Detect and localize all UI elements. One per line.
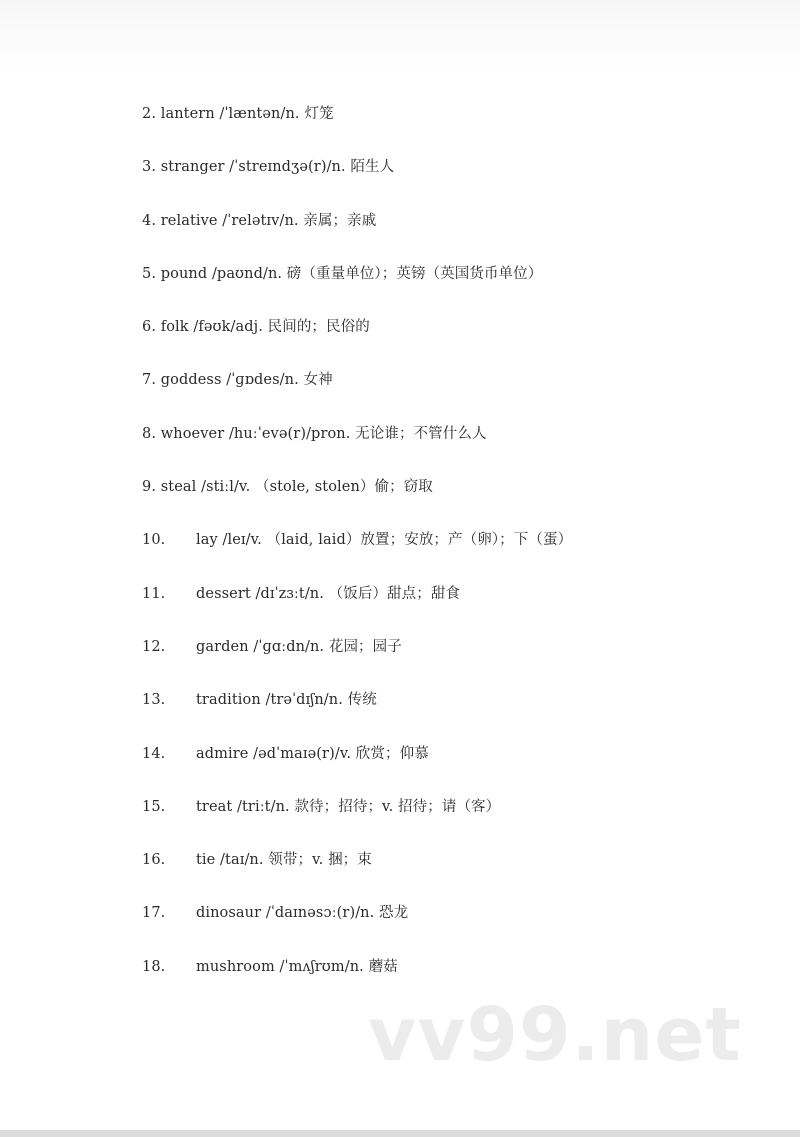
item-number: 11.: [142, 585, 166, 602]
vocab-item-7: [142, 368, 762, 421]
item-number: 5.: [142, 265, 157, 282]
vocab-entry: stranger /ˈstreɪndʒə(r)/n. 陌生人: [160, 159, 395, 176]
vocab-entry: steal /stiːl/v. （stole, stolen）偷；窃取: [160, 479, 433, 496]
vocab-entry: treat /triːt/n. 款待；招待；v. 招待；请（客）: [196, 798, 501, 815]
vocab-item-12: [142, 635, 762, 688]
vocab-entry: garden /ˈɡɑːdn/n. 花园；园子: [196, 638, 402, 655]
vocab-entry: mushroom /ˈmʌʃrʊm/n. 蘑菇: [196, 958, 398, 975]
vocab-entry: goddess /ˈɡɒdes/n. 女神: [160, 372, 333, 389]
vocab-item-14: [142, 742, 762, 795]
vocab-item-4: [142, 209, 762, 262]
vocab-entry: tie /taɪ/n. 领带；v. 捆；束: [196, 852, 372, 869]
vocab-item-2: [142, 102, 762, 155]
item-number: 2.: [142, 106, 157, 122]
vocab-entry: tradition /trəˈdɪʃn/n. 传统: [196, 692, 377, 709]
item-number: 3.: [142, 159, 157, 176]
vocab-entry: dessert /dɪˈzɜːt/n. （饭后）甜点；甜食: [196, 585, 461, 602]
vocab-entry: folk /fəʊk/adj. 民间的；民俗的: [160, 319, 370, 336]
watermark: vv99.net: [368, 992, 742, 1078]
vocabulary-list: [142, 102, 762, 1008]
item-number: 13.: [142, 692, 166, 709]
vocab-entry: whoever /huːˈevə(r)/pron. 无论谁；不管什么人: [160, 425, 487, 442]
item-number: 9.: [142, 479, 157, 496]
vocab-entry: lay /leɪ/v. （laid, laid）放置；安放；产（卵）；下（蛋）: [196, 532, 573, 549]
vocab-entry: lantern /ˈlæntən/n. 灯笼: [160, 106, 334, 122]
vocab-item-5: [142, 262, 762, 315]
vocab-item-11: [142, 582, 762, 635]
item-number: 18.: [142, 958, 166, 975]
page-top-shadow: [0, 0, 800, 70]
vocab-item-6: [142, 315, 762, 368]
item-number: 12.: [142, 638, 166, 655]
page-bottom-edge: [0, 1130, 800, 1137]
item-number: 8.: [142, 425, 157, 442]
item-number: 17.: [142, 905, 166, 922]
item-number: 4.: [142, 212, 157, 229]
vocab-item-15: [142, 795, 762, 848]
vocab-entry: relative /ˈrelətɪv/n. 亲属；亲戚: [160, 212, 377, 229]
item-number: 7.: [142, 372, 157, 389]
vocab-item-3: [142, 155, 762, 208]
item-number: 10.: [142, 532, 166, 549]
vocab-entry: admire /ədˈmaɪə(r)/v. 欣赏；仰慕: [196, 745, 429, 762]
vocab-item-9: [142, 475, 762, 528]
vocab-item-13: [142, 688, 762, 741]
vocab-item-8: [142, 422, 762, 475]
vocab-item-10: [142, 528, 762, 581]
item-number: 14.: [142, 745, 166, 762]
vocab-item-16: [142, 848, 762, 901]
vocab-entry: dinosaur /ˈdaɪnəsɔː(r)/n. 恐龙: [196, 905, 409, 922]
item-number: 16.: [142, 852, 166, 869]
vocab-item-17: [142, 901, 762, 954]
item-number: 15.: [142, 798, 166, 815]
vocab-entry: pound /paʊnd/n. 磅（重量单位）；英镑（英国货币单位）: [160, 265, 543, 282]
item-number: 6.: [142, 319, 157, 336]
